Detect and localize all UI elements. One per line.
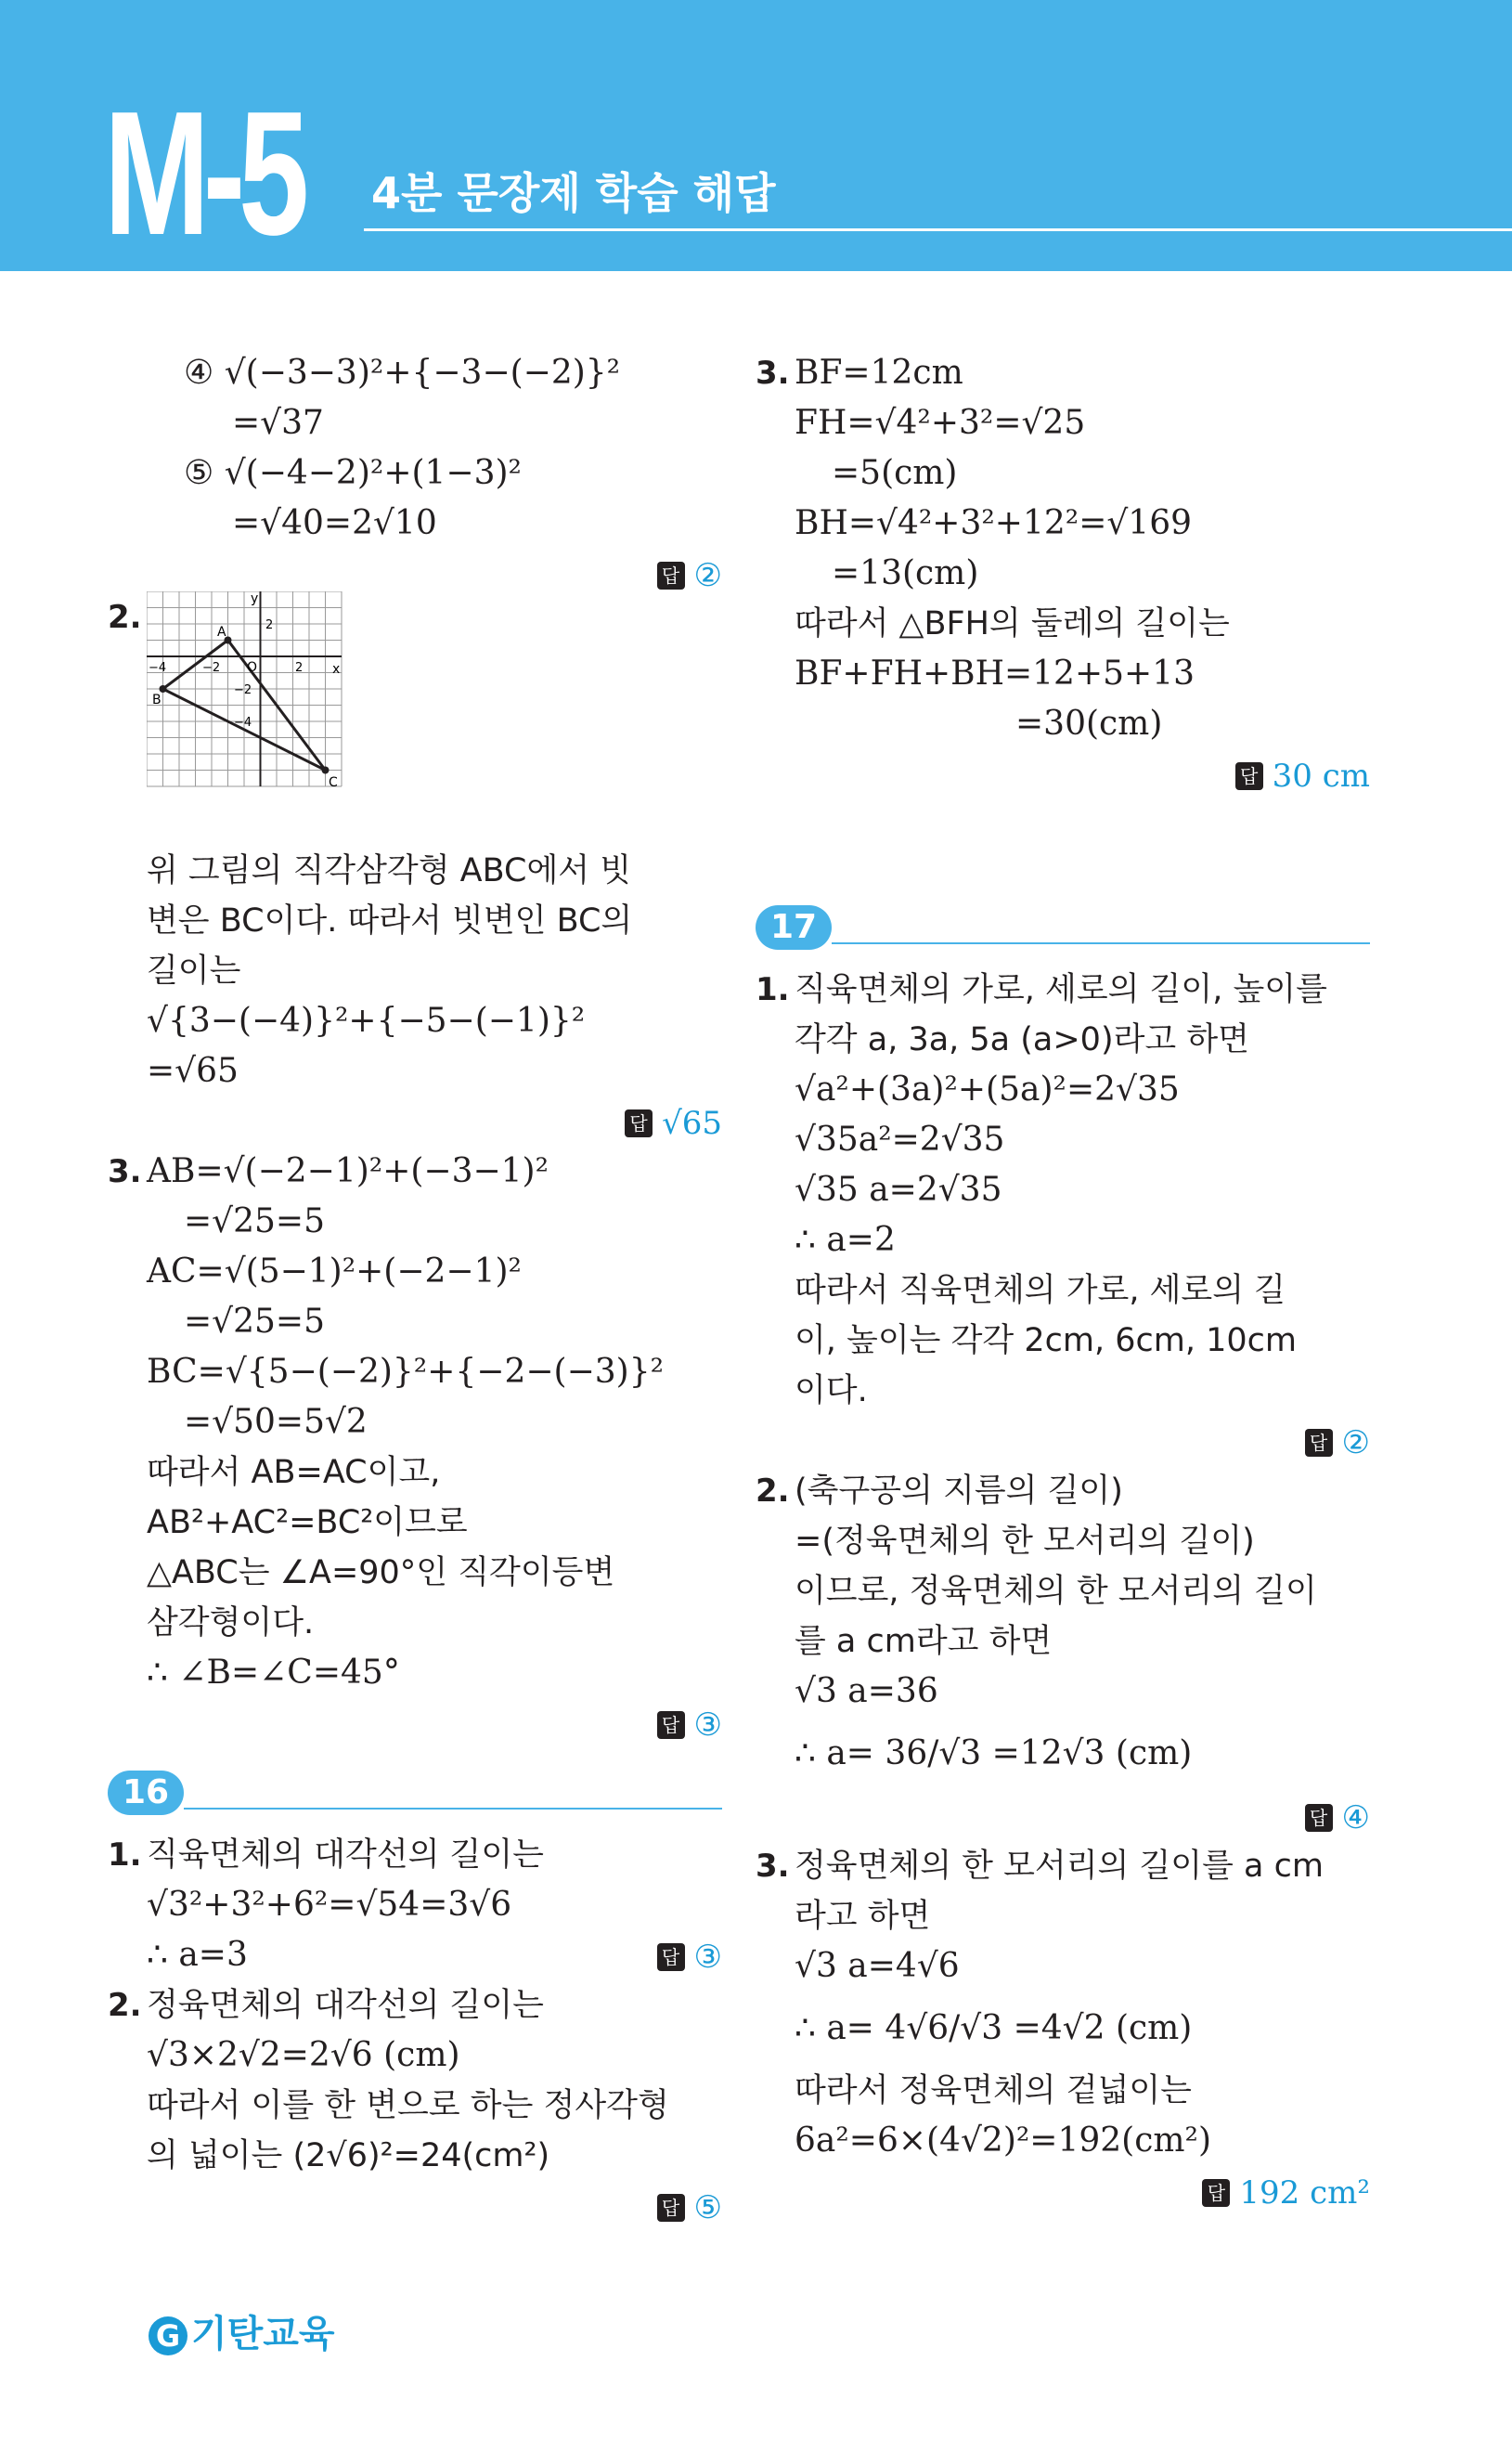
solution-line: √3 a=36 bbox=[795, 1672, 938, 1710]
solution-text: AB=√(−2−1)²+(−3−1)² bbox=[147, 1152, 549, 1190]
solution-line: =√65 bbox=[147, 1052, 239, 1090]
section-rule bbox=[184, 1808, 722, 1810]
problem-number: 3. bbox=[756, 1848, 790, 1885]
tick-y-2: 2 bbox=[265, 618, 274, 632]
answer-line bbox=[795, 2166, 1370, 2216]
answer-value: 192 cm² bbox=[1239, 2174, 1370, 2212]
section-rule bbox=[832, 942, 1370, 944]
solution-line: =√40=2√10 bbox=[232, 504, 437, 542]
point-b bbox=[160, 685, 167, 693]
answer-line bbox=[147, 1698, 722, 1748]
solution-text: 정육면체의 대각선의 길이는 bbox=[147, 1987, 544, 2024]
tick-y-neg4: −4 bbox=[234, 716, 252, 730]
solution-line: 6a²=6×(4√2)²=192(cm²) bbox=[795, 2121, 1211, 2160]
solution-line bbox=[147, 1930, 722, 1980]
solution-line: =13(cm) bbox=[832, 554, 979, 592]
label-a: A bbox=[217, 625, 226, 640]
logo-mark: G bbox=[149, 2316, 187, 2355]
solution-line bbox=[108, 1147, 722, 1197]
solution-line: 이므로, 정육면체의 한 모서리의 길이 bbox=[795, 1573, 1317, 1610]
solution-line bbox=[756, 348, 1370, 398]
solution-line: =√37 bbox=[232, 404, 324, 442]
solution-line: √3²+3²+6²=√54=3√6 bbox=[147, 1886, 512, 1924]
section-badge: 17 bbox=[756, 905, 832, 950]
answer-line bbox=[147, 1096, 722, 1147]
solution-line: √35 a=2√35 bbox=[795, 1171, 1002, 1209]
solution-text: 직육면체의 대각선의 길이는 bbox=[147, 1836, 544, 1874]
answer-icon: 답 bbox=[1202, 2179, 1230, 2207]
axis-label-y: y bbox=[251, 591, 259, 606]
section-header bbox=[756, 905, 1370, 965]
label-origin: O bbox=[247, 660, 258, 675]
solution-line: BC=√{5−(−2)}²+{−2−(−3)}² bbox=[147, 1353, 665, 1391]
right-column bbox=[756, 348, 1370, 2216]
solution-line: 변은 BC이다. 따라서 빗변인 BC의 bbox=[147, 902, 633, 940]
solution-line bbox=[756, 1466, 1370, 1516]
section-badge: 16 bbox=[108, 1771, 184, 1815]
solution-line: 를 a cm라고 하면 bbox=[795, 1623, 1053, 1660]
solution-line: √3×2√2=2√6 (cm) bbox=[147, 2036, 460, 2074]
solution-line: =30(cm) bbox=[1015, 705, 1163, 743]
solution-line: 삼각형이다. bbox=[147, 1604, 315, 1641]
tick-x-neg2: −2 bbox=[202, 661, 221, 675]
solution-line bbox=[756, 965, 1370, 1015]
graph-svg bbox=[147, 591, 351, 796]
solution-line bbox=[108, 1830, 722, 1880]
solution-line: =5(cm) bbox=[832, 454, 958, 492]
answer-icon: 답 bbox=[657, 1943, 685, 1971]
solution-line: =√25=5 bbox=[184, 1202, 325, 1240]
solution-text: BF=12cm bbox=[795, 354, 963, 392]
solution-line: 이다. bbox=[795, 1372, 868, 1409]
solution-line: √{3−(−4)}²+{−5−(−1)}² bbox=[147, 1002, 586, 1040]
answer-value: ③ bbox=[693, 1706, 722, 1744]
header-band bbox=[0, 0, 1512, 271]
problem-number: 1. bbox=[756, 971, 790, 1008]
answer-icon: 답 bbox=[1305, 1804, 1333, 1832]
solution-line: =(정육면체의 한 모서리의 길이) bbox=[795, 1523, 1255, 1560]
solution-line: 이, 높이는 각각 2cm, 6cm, 10cm bbox=[795, 1322, 1297, 1359]
publisher-logo bbox=[149, 2304, 335, 2357]
page-title: 4분 문장제 학습 해답 bbox=[371, 168, 776, 218]
solution-text: 직육면체의 가로, 세로의 길이, 높이를 bbox=[795, 971, 1327, 1008]
solution-line: 따라서 이를 한 변으로 하는 정사각형 bbox=[147, 2087, 669, 2124]
solution-text: 정육면체의 한 모서리의 길이를 a cm bbox=[795, 1848, 1324, 1885]
solution-line: ∴ a= 4√6/√3 =4√2 (cm) bbox=[795, 2009, 1193, 2047]
solution-line: √3 a=4√6 bbox=[795, 1947, 960, 1985]
answer-value: 30 cm bbox=[1272, 758, 1370, 795]
solution-line: ∴ ∠B=∠C=45° bbox=[147, 1654, 400, 1692]
solution-line bbox=[108, 1980, 722, 2030]
logo-text: 기탄교육 bbox=[191, 2313, 335, 2355]
problem-number: 2. bbox=[108, 1987, 142, 2024]
tick-x-2: 2 bbox=[295, 661, 304, 675]
solution-line bbox=[756, 1841, 1370, 1891]
solution-line: 위 그림의 직각삼각형 ABC에서 빗 bbox=[147, 852, 632, 889]
solution-line: √a²+(3a)²+(5a)²=2√35 bbox=[795, 1070, 1180, 1109]
answer-icon: 답 bbox=[657, 2194, 685, 2222]
problem-number: 2. bbox=[756, 1472, 790, 1510]
solution-line: 따라서 AB=AC이고, bbox=[147, 1454, 441, 1491]
solution-line: AC=√(5−1)²+(−2−1)² bbox=[147, 1252, 522, 1291]
label-b: B bbox=[152, 693, 162, 707]
problem-number: 3. bbox=[108, 1153, 142, 1190]
solution-line: 각각 a, 3a, 5a (a>0)라고 하면 bbox=[795, 1021, 1249, 1058]
label-c: C bbox=[329, 775, 338, 790]
answer-line bbox=[795, 1791, 1370, 1841]
answer-line bbox=[147, 2181, 722, 2231]
answer-line bbox=[657, 1930, 722, 1982]
solution-line: FH=√4²+3²=√25 bbox=[795, 404, 1086, 442]
answer-icon: 답 bbox=[625, 1109, 653, 1137]
problem-number: 2. bbox=[108, 599, 142, 636]
tick-x-neg4: −4 bbox=[149, 661, 167, 675]
left-column bbox=[108, 348, 722, 2231]
solution-line: 라고 하면 bbox=[795, 1898, 931, 1935]
solution-line: √35a²=2√35 bbox=[795, 1121, 1005, 1159]
solution-line: BH=√4²+3²+12²=√169 bbox=[795, 504, 1193, 542]
solution-line: ④ √(−3−3)²+{−3−(−2)}² bbox=[184, 354, 621, 392]
header-rule bbox=[364, 228, 1512, 231]
solution-line: BF+FH+BH=12+5+13 bbox=[795, 655, 1195, 693]
tick-y-neg2: −2 bbox=[234, 683, 252, 697]
point-c bbox=[322, 767, 330, 774]
answer-value: ⑤ bbox=[693, 2189, 722, 2226]
answer-value: √65 bbox=[662, 1105, 722, 1142]
answer-value: ③ bbox=[693, 1939, 722, 1976]
problem-number: 3. bbox=[756, 355, 790, 392]
section-header bbox=[108, 1771, 722, 1830]
solution-line: 의 넓이는 (2√6)²=24(cm²) bbox=[147, 2137, 550, 2174]
answer-value: ② bbox=[1341, 1424, 1370, 1461]
problem-number: 1. bbox=[108, 1836, 142, 1874]
solution-line: AB²+AC²=BC²이므로 bbox=[147, 1504, 468, 1541]
unit-code: M-5 bbox=[104, 75, 303, 272]
coordinate-graph bbox=[108, 591, 722, 803]
solution-text: (축구공의 지름의 길이) bbox=[795, 1472, 1123, 1510]
answer-icon: 답 bbox=[657, 1711, 685, 1739]
solution-text: ∴ a=3 bbox=[147, 1936, 248, 1974]
solution-line: 따라서 △BFH의 둘레의 길이는 bbox=[795, 605, 1230, 642]
solution-line: ∴ a=2 bbox=[795, 1221, 896, 1259]
solution-line: =√50=5√2 bbox=[184, 1403, 368, 1441]
answer-icon: 답 bbox=[1305, 1429, 1333, 1457]
answer-value: ④ bbox=[1341, 1799, 1370, 1836]
answer-value: ② bbox=[693, 557, 722, 594]
solution-line: ∴ a= 36/√3 =12√3 (cm) bbox=[795, 1734, 1193, 1772]
solution-line: ⑤ √(−4−2)²+(1−3)² bbox=[184, 454, 522, 492]
solution-line: =√25=5 bbox=[184, 1303, 325, 1341]
solution-line: 따라서 정육면체의 겉넓이는 bbox=[795, 2072, 1192, 2109]
solution-line: △ABC는 ∠A=90°인 직각이등변 bbox=[147, 1554, 615, 1591]
solution-line: 길이는 bbox=[147, 953, 241, 990]
solution-line: 따라서 직육면체의 가로, 세로의 길 bbox=[795, 1272, 1286, 1309]
answer-icon: 답 bbox=[657, 562, 685, 590]
answer-icon: 답 bbox=[1235, 762, 1263, 790]
answer-line bbox=[795, 749, 1370, 799]
answer-line bbox=[795, 1416, 1370, 1466]
axis-label-x: x bbox=[332, 662, 341, 677]
